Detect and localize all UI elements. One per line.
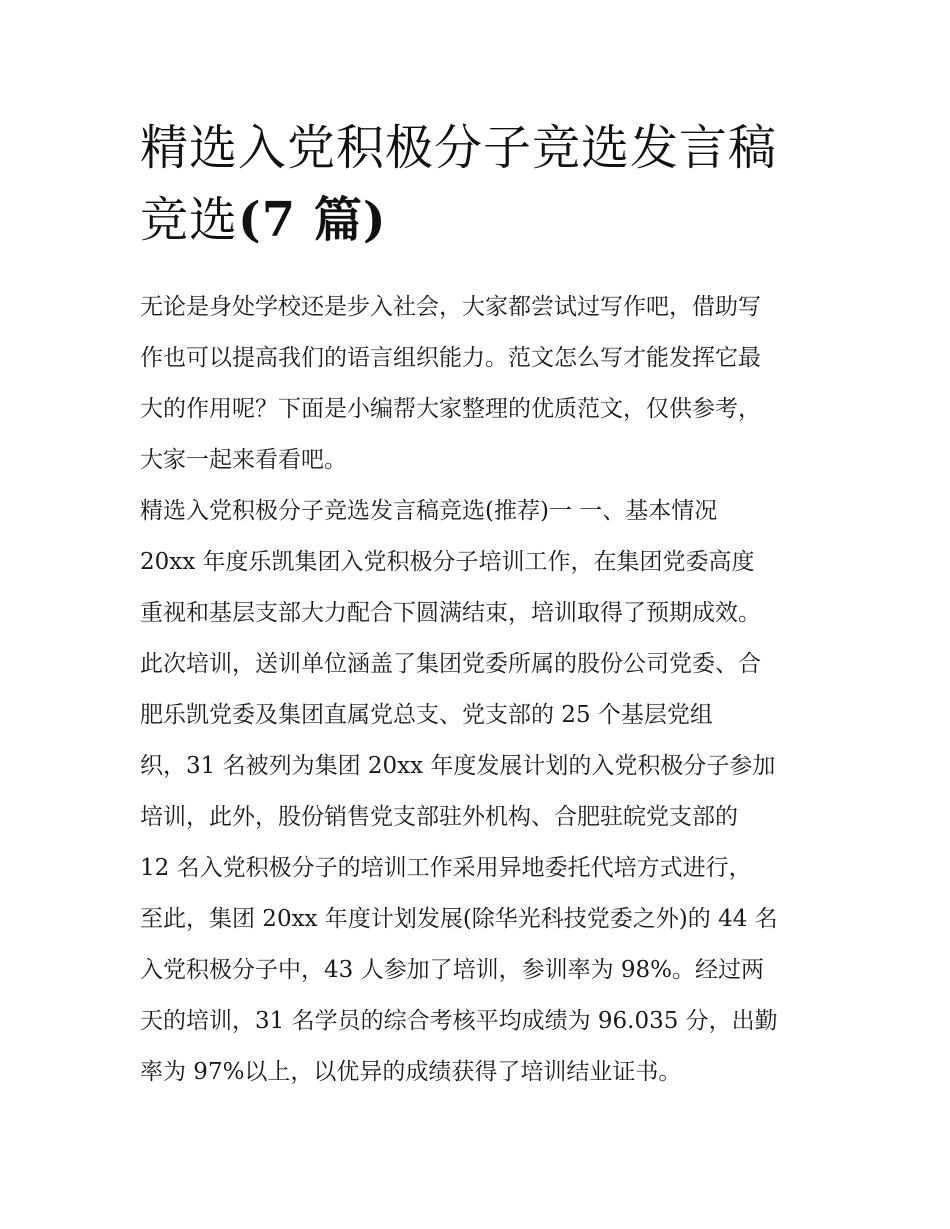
body-line: 20xx 年度乐凯集团入党积极分子培训工作，在集团党委高度 bbox=[140, 549, 755, 575]
body-line: 肥乐凯党委及集团直属党总支、党支部的 25 个基层党组 bbox=[140, 702, 713, 728]
intro-line: 大家一起来看看吧。 bbox=[140, 447, 347, 473]
body-line: 此次培训，送训单位涵盖了集团党委所属的股份公司党委、合 bbox=[140, 651, 761, 677]
intro-line: 作也可以提高我们的语言组织能力。范文怎么写才能发挥它最 bbox=[140, 345, 761, 371]
body-line: 率为 97%以上，以优异的成绩获得了培训结业证书。 bbox=[140, 1059, 682, 1085]
title-article-count: (7 篇) bbox=[238, 192, 387, 248]
intro-paragraph bbox=[140, 282, 820, 486]
body-line: 培训，此外，股份销售党支部驻外机构、合肥驻皖党支部的 bbox=[140, 804, 738, 830]
body-line: 入党积极分子中，43 人参加了培训，参训率为 98%。经过两 bbox=[140, 957, 765, 983]
intro-line: 大的作用呢？下面是小编帮大家整理的优质范文，仅供参考， bbox=[140, 396, 761, 422]
section-heading: 精选入党积极分子竞选发言稿竞选(推荐)一 一、基本情况 bbox=[140, 498, 718, 524]
body-line: 重视和基层支部大力配合下圆满结束，培训取得了预期成效。 bbox=[140, 600, 761, 626]
title-line-2 bbox=[140, 184, 830, 256]
document-body bbox=[140, 282, 820, 1098]
body-line: 织，31 名被列为集团 20xx 年度发展计划的入党积极分子参加 bbox=[140, 753, 776, 779]
intro-line: 无论是身处学校还是步入社会，大家都尝试过写作吧，借助写 bbox=[140, 294, 761, 320]
section-paragraph bbox=[140, 537, 820, 1098]
body-line: 至此，集团 20xx 年度计划发展(除华光科技党委之外)的 44 名 bbox=[140, 906, 778, 932]
body-line: 12 名入党积极分子的培训工作采用异地委托代培方式进行， bbox=[140, 855, 752, 881]
title-line-1: 精选入党积极分子竞选发言稿 bbox=[140, 120, 778, 176]
title-line-2-prefix: 竞选 bbox=[140, 192, 239, 248]
document-title bbox=[140, 112, 830, 256]
body-line: 天的培训，31 名学员的综合考核平均成绩为 96.035 分，出勤 bbox=[140, 1008, 778, 1034]
